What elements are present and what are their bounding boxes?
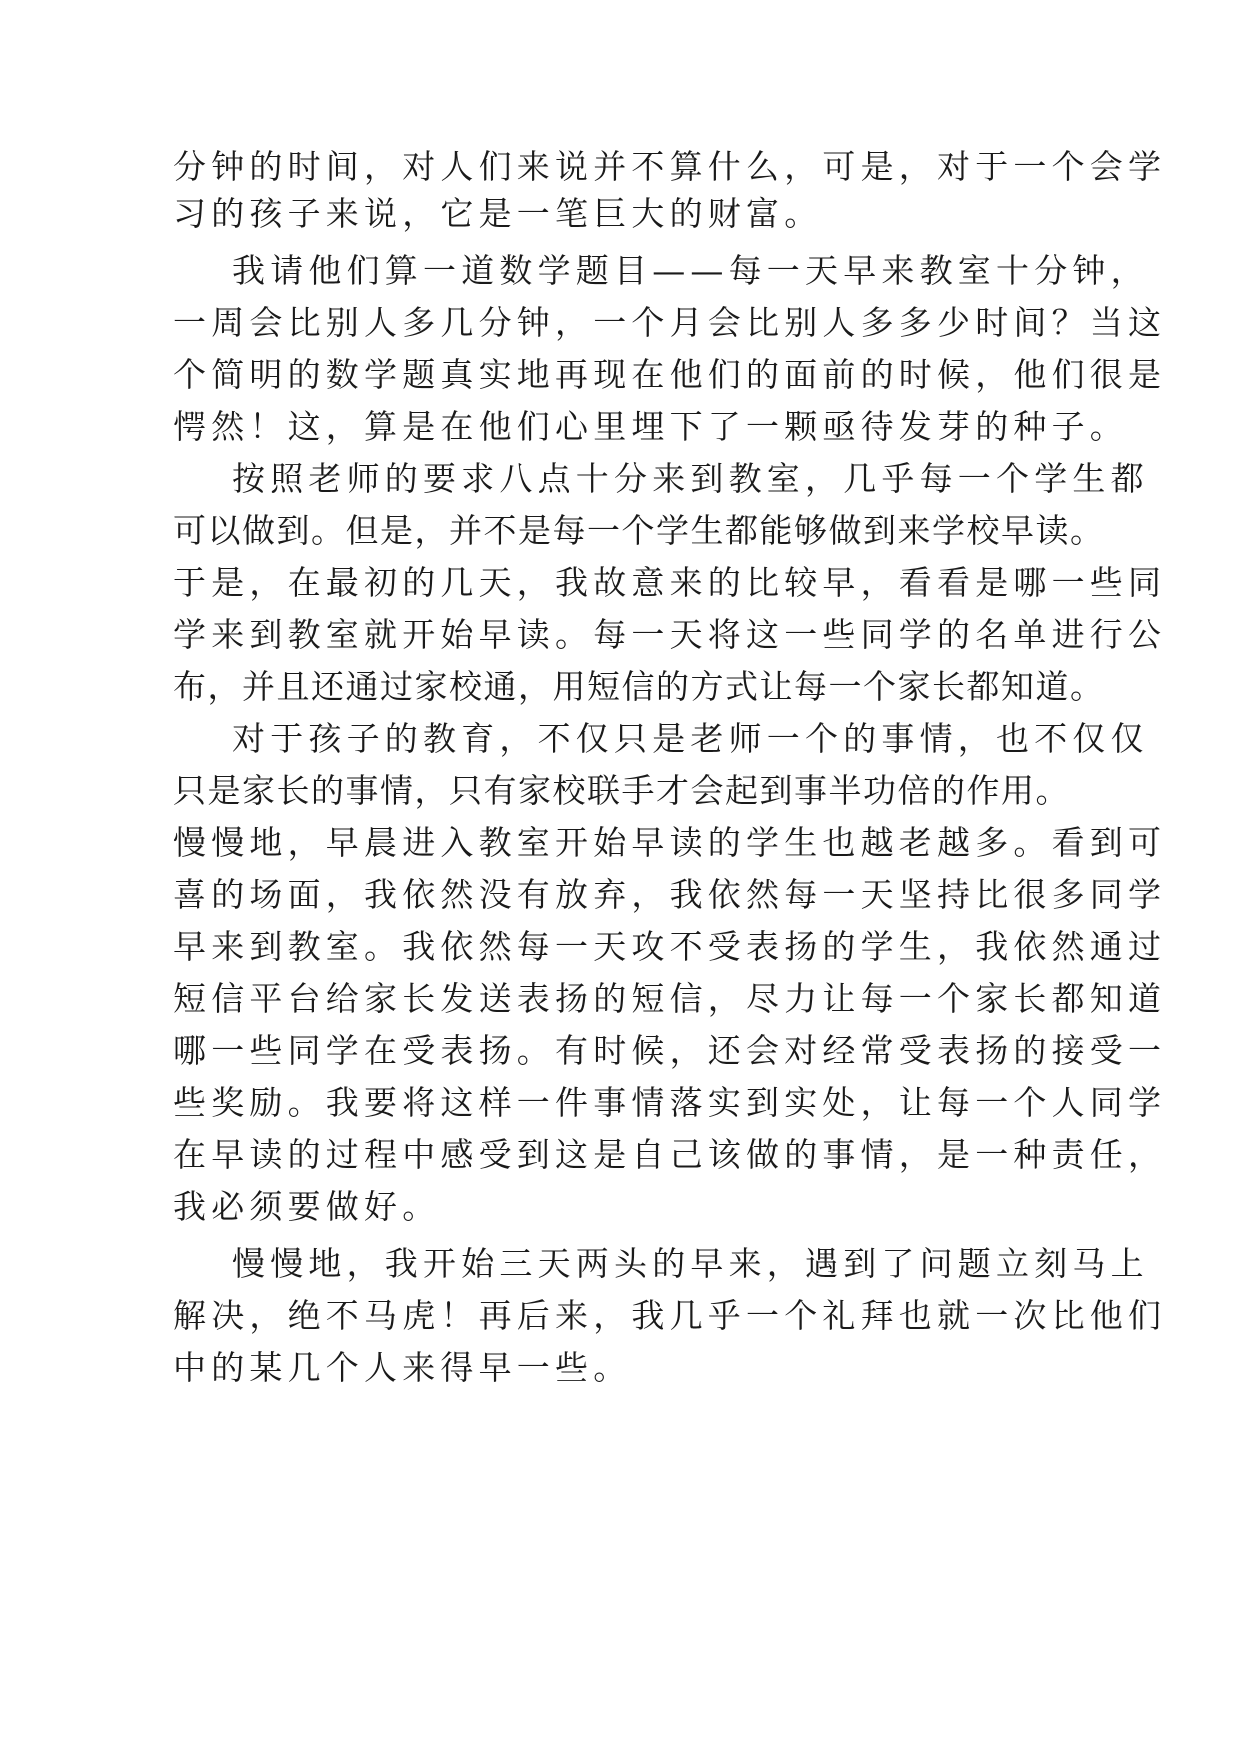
text-line: 对于孩子的教育，不仅只是老师一个的事情，也不仅仅 [232, 719, 1149, 758]
text-line: 分钟的时间，对人们来说并不算什么，可是，对于一个会学 [173, 147, 1167, 186]
text-line: 我必须要做好。 [173, 1187, 441, 1226]
text-line: 只是家长的事情，只有家校联手才会起到事半功倍的作用。 [173, 771, 1070, 810]
text-line: 按照老师的要求八点十分来到教室，几乎每一个学生都 [232, 459, 1149, 498]
text-line: 早来到教室。我依然每一天攻不受表扬的学生，我依然通过 [173, 927, 1167, 966]
text-line: 哪一些同学在受表扬。有时候，还会对经常受表扬的接受一 [173, 1031, 1167, 1070]
text-line: 愕然！这，算是在他们心里埋下了一颗亟待发芽的种子。 [173, 407, 1128, 446]
text-line: 在早读的过程中感受到这是自己该做的事情，是一种责任， [173, 1135, 1167, 1174]
text-line: 一周会比别人多几分钟，一个月会比别人多多少时间？当这 [173, 303, 1167, 342]
text-line: 解决，绝不马虎！再后来，我几乎一个礼拜也就一次比他们 [173, 1296, 1167, 1335]
text-line: 学来到教室就开始早读。每一天将这一些同学的名单进行公 [173, 615, 1167, 654]
text-line: 慢慢地，我开始三天两头的早来，遇到了问题立刻马上 [232, 1244, 1149, 1283]
text-line: 习的孩子来说，它是一笔巨大的财富。 [173, 194, 823, 233]
text-line: 些奖励。我要将这样一件事情落实到实处，让每一个人同学 [173, 1083, 1167, 1122]
text-line: 个简明的数学题真实地再现在他们的面前的时候，他们很是 [173, 355, 1167, 394]
text-line: 中的某几个人来得早一些。 [173, 1348, 632, 1387]
text-line: 于是，在最初的几天，我故意来的比较早，看看是哪一些同 [173, 563, 1167, 602]
text-line: 可以做到。但是，并不是每一个学生都能够做到来学校早读。 [173, 511, 1105, 550]
text-line: 布，并且还通过家校通，用短信的方式让每一个家长都知道。 [173, 667, 1105, 706]
text-line: 短信平台给家长发送表扬的短信，尽力让每一个家长都知道 [173, 979, 1167, 1018]
text-line: 慢慢地，早晨进入教室开始早读的学生也越老越多。看到可 [173, 823, 1167, 862]
text-line: 我请他们算一道数学题目——每一天早来教室十分钟， [232, 251, 1149, 290]
text-line: 喜的场面，我依然没有放弃，我依然每一天坚持比很多同学 [173, 875, 1167, 914]
